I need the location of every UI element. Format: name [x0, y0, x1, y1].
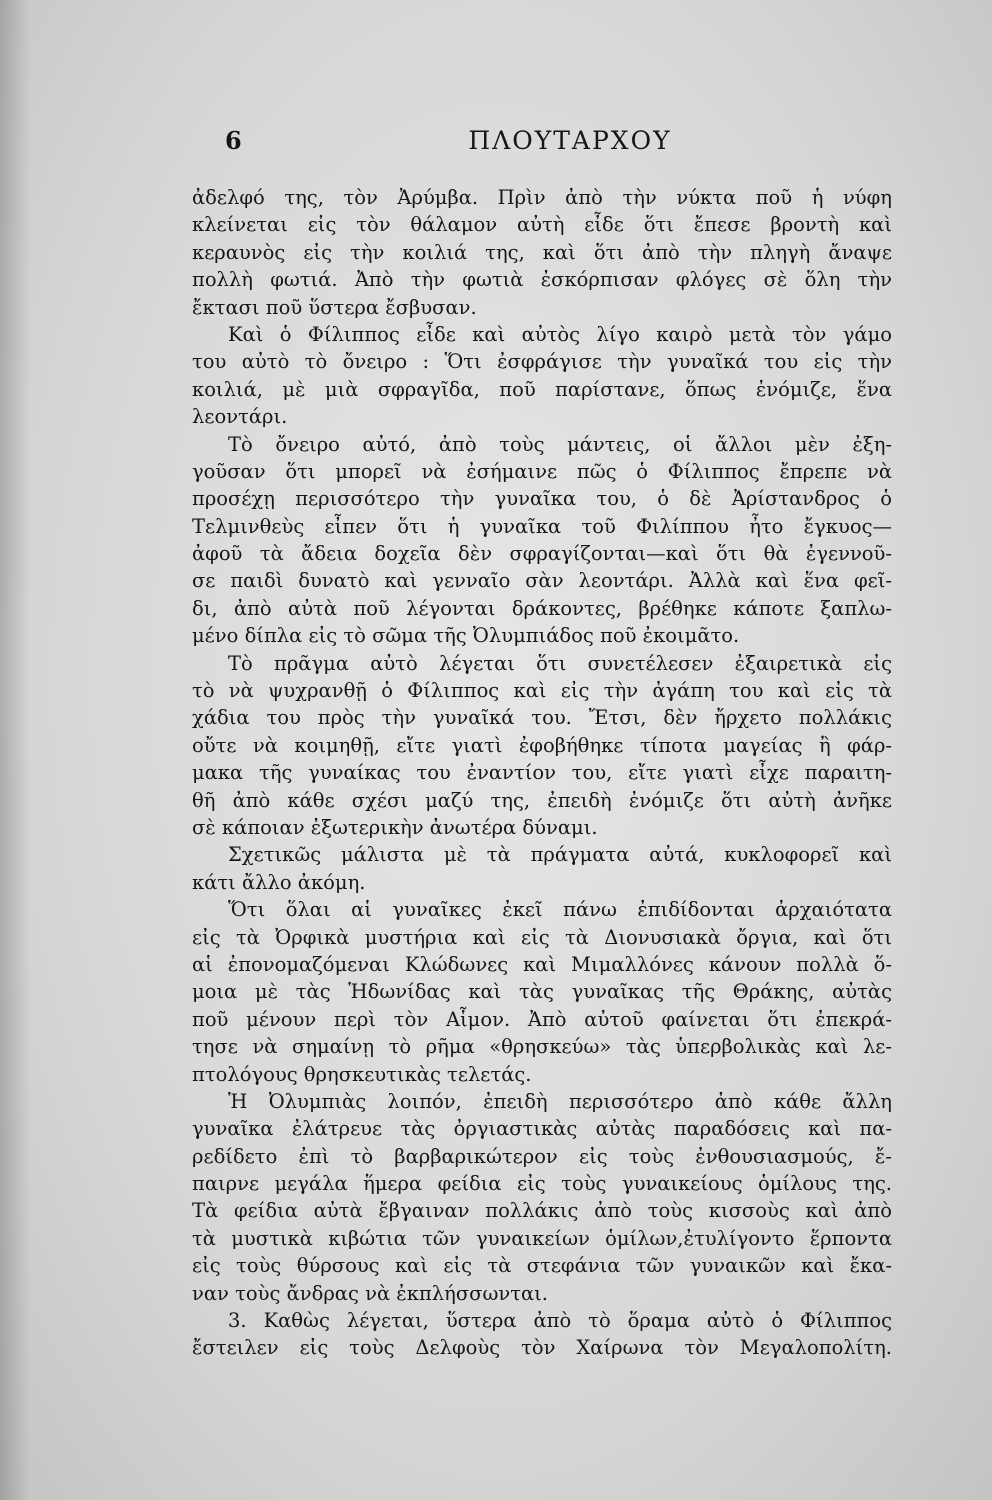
text-line: λεοντάρι.: [192, 405, 288, 429]
text-line: κεραυνὸς εἰς τὴν κοιλιά της, καὶ ὅτι ἀπὸ τὴν πληγὴ ἄναψε: [192, 240, 892, 264]
text-line: θῆ ἀπὸ κάθε σχέσι μαζύ της, ἐπειδὴ ἐνόμιζε ὅτι αὐτὴ ἀνῆκε: [192, 788, 892, 812]
text-line: ρεδίδετο ἐπὶ τὸ βαρβαρικώτερον εἰς τοὺς ἐνθουσιασμούς, ἔ-: [192, 1144, 892, 1168]
text-line: 3. Καθὼς λέγεται, ὕστερα ἀπὸ τὸ ὅραμα αὐτὸ ὁ Φίλιππος: [228, 1309, 892, 1333]
text-line: γοῦσαν ὅτι μπορεῖ νὰ ἐσήμαινε πῶς ὁ Φίλιππος ἔπρεπε νὰ: [192, 459, 892, 483]
text-line: εἰς τὰ Ὀρφικὰ μυστήρια καὶ εἰς τὰ Διονυσιακὰ ὄργια, καὶ ὅτι: [192, 925, 892, 949]
text-line: αἱ ἐπονομαζόμεναι Κλώδωνες καὶ Μιμαλλόνες κάνουν πολλὰ ὅ-: [192, 952, 892, 976]
text-line: μοια μὲ τὰς Ἡδωνίδας καὶ τὰς γυναῖκας τῆς Θράκης, αὐτὰς: [192, 980, 892, 1004]
text-line: μένο δίπλα εἰς τὸ σῶμα τῆς Ὀλυμπιάδος ποῦ ἐκοιμᾶτο.: [192, 624, 740, 648]
text-line: οὔτε νὰ κοιμηθῇ, εἴτε γιατὶ ἐφοβήθηκε τίποτα μαγείας ἢ φάρ-: [192, 733, 892, 757]
text-line: χάδια του πρὸς τὴν γυναῖκά του. Ἔτσι, δὲν ἤρχετο πολλάκις: [192, 706, 892, 730]
text-line: παιρνε μεγάλα ἥμερα φείδια εἰς τοὺς γυναικείους ὁμίλους της.: [192, 1172, 892, 1196]
text-line: πτολόγους θρησκευτικὰς τελετάς.: [192, 1062, 532, 1086]
text-line: Ὅτι ὅλαι αἱ γυναῖκες ἐκεῖ πάνω ἐπιδίδονται ἀρχαιότατα: [228, 898, 892, 922]
text-line: Καὶ ὁ Φίλιππος εἶδε καὶ αὐτὸς λίγο καιρὸ μετὰ τὸν γάμο: [228, 322, 892, 346]
text-line: ἔκτασι ποῦ ὕστερα ἔσβυσαν.: [192, 295, 477, 319]
text-line: εἰς τοὺς θύρσους καὶ εἰς τὰ στεφάνια τῶν γυναικῶν καὶ ἔκα-: [192, 1254, 892, 1278]
text-line: κοιλιά, μὲ μιὰ σφραγῖδα, ποῦ παρίστανε, ὅπως ἐνόμιζε, ἕνα: [192, 377, 892, 401]
text-line: σε παιδὶ δυνατὸ καὶ γενναῖο σὰν λεοντάρι. Ἀλλὰ καὶ ἕνα φεῖ-: [192, 569, 892, 593]
text-line: προσέχῃ περισσότερο τὴν γυναῖκα του, ὁ δὲ Ἀρίστανδρος ὁ: [192, 487, 892, 511]
text-line: Ἡ Ὀλυμπιὰς λοιπόν, ἐπειδὴ περισσότερο ἀπὸ κάθε ἄλλη: [228, 1089, 892, 1113]
text-line: ποῦ μένουν περὶ τὸν Αἷμον. Ἀπὸ αὐτοῦ φαίνεται ὅτι ἐπεκρά-: [192, 1007, 892, 1031]
text-line: τὰ μυστικὰ κιβώτια τῶν γυναικείων ὁμίλων,ἐτυλίγοντο ἕρποντα: [192, 1226, 892, 1250]
running-title: ΠΛΟΥΤΑΡΧΟΥ: [468, 126, 672, 155]
page-fold-shadow: [0, 0, 30, 1500]
body-text: [192, 184, 892, 1362]
text-line: Σχετικῶς μάλιστα μὲ τὰ πράγματα αὐτά, κυκλοφορεῖ καὶ: [228, 843, 892, 867]
text-line: Τελμινθεὺς εἶπεν ὅτι ἡ γυναῖκα τοῦ Φιλίππου ἦτο ἔγκυος—: [192, 514, 892, 538]
text-line: πολλὴ φωτιά. Ἀπὸ τὴν φωτιὰ ἐσκόρπισαν φλόγες σὲ ὅλη τὴν: [192, 268, 892, 292]
page-number: 6: [225, 126, 242, 155]
text-line: ναν τοὺς ἄνδρας νὰ ἐκπλήσσωνται.: [192, 1281, 548, 1305]
text-line: γυναῖκα ἐλάτρευε τὰς ὀργιαστικὰς αὐτὰς παραδόσεις καὶ πα-: [192, 1117, 892, 1141]
text-line: του αὐτὸ τὸ ὄνειρο : Ὅτι ἐσφράγισε τὴν γυναῖκά του εἰς τὴν: [192, 350, 892, 374]
text-line: Τὰ φείδια αὐτὰ ἔβγαιναν πολλάκις ἀπὸ τοὺς κισσοὺς καὶ ἀπὸ: [192, 1199, 892, 1223]
text-line: τὸ νὰ ψυχρανθῇ ὁ Φίλιππος καὶ εἰς τὴν ἀγάπη του καὶ εἰς τὰ: [192, 679, 892, 703]
text-line: ἔστειλεν εἰς τοὺς Δελφοὺς τὸν Χαίρωνα τὸν Μεγαλοπολίτη.: [192, 1336, 892, 1360]
text-line: τησε νὰ σημαίνῃ τὸ ρῆμα «θρησκεύω» τὰς ὑπερβολικὰς καὶ λε-: [192, 1035, 892, 1059]
text-line: ἀδελφό της, τὸν Ἀρύμβα. Πρὶν ἀπὸ τὴν νύκτα ποῦ ἡ νύφη: [192, 186, 892, 209]
page-header: [225, 126, 905, 162]
text-line: κάτι ἄλλο ἀκόμη.: [192, 870, 366, 894]
text-line: μακα τῆς γυναίκας του ἐναντίον του, εἴτε γιατὶ εἶχε παραιτη-: [192, 761, 892, 785]
text-line: δι, ἀπὸ αὐτὰ ποῦ λέγονται δράκοντες, βρέθηκε κάποτε ξαπλω-: [192, 596, 892, 620]
text-line: ἀφοῦ τὰ ἄδεια δοχεῖα δὲν σφραγίζονται—καὶ ὅτι θὰ ἐγεννοῦ-: [192, 542, 892, 566]
text-line: σὲ κάποιαν ἐξωτερικὴν ἀνωτέρα δύναμι.: [192, 815, 598, 839]
text-line: Τὸ ὄνειρο αὐτό, ἀπὸ τοὺς μάντεις, οἱ ἄλλοι μὲν ἐξη-: [228, 432, 892, 456]
text-line: Τὸ πρᾶγμα αὐτὸ λέγεται ὅτι συνετέλεσεν ἐξαιρετικὰ εἰς: [228, 651, 892, 675]
text-line: κλείνεται εἰς τὸν θάλαμον αὐτὴ εἶδε ὅτι ἔπεσε βροντὴ καὶ: [192, 213, 892, 237]
